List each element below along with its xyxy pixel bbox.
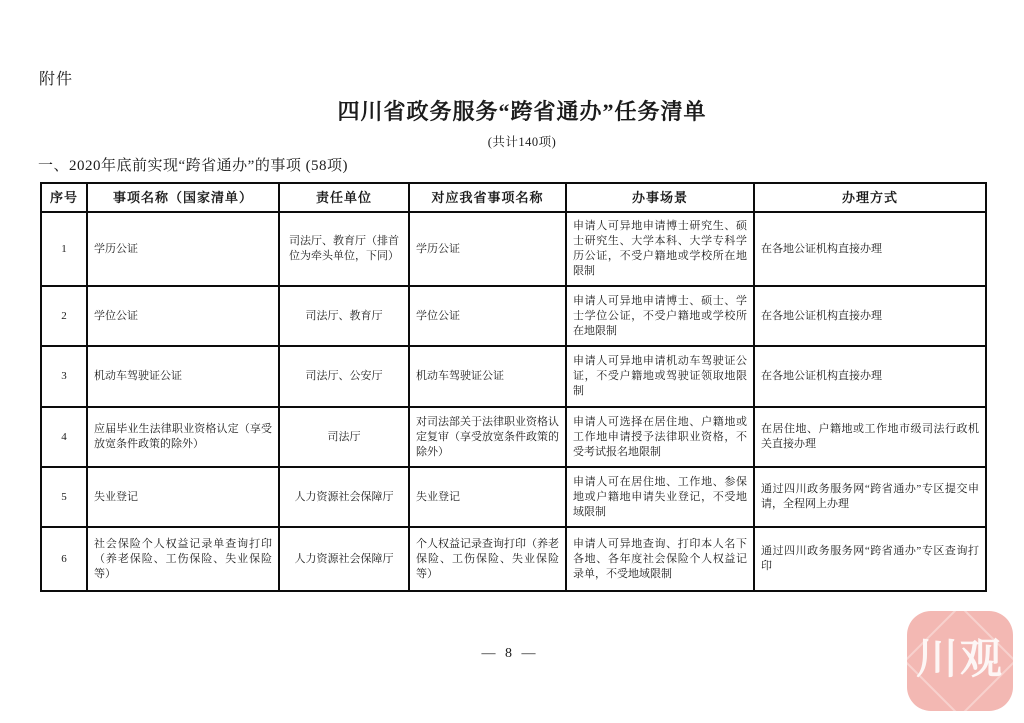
watermark-text: 川观 xyxy=(915,637,1004,683)
header-cell-scenario: 办事场景 xyxy=(566,183,754,212)
cell-scenario: 申请人可异地查询、打印本人名下各地、各年度社会保险个人权益记录单，不受地域限制 xyxy=(566,527,754,591)
cell-responsible-unit: 司法厅 xyxy=(279,407,409,467)
cell-method: 在各地公证机构直接办理 xyxy=(754,346,986,407)
cell-scenario: 申请人可选择在居住地、户籍地或工作地申请授予法律职业资格，不受考试报名地限制 xyxy=(566,407,754,467)
cell-province-item-name: 失业登记 xyxy=(409,467,566,527)
cell-province-item-name: 学历公证 xyxy=(409,212,566,286)
tasks-table xyxy=(40,182,987,592)
cell-province-item-name: 个人权益记录查询打印（养老保险、工伤保险、失业保险等） xyxy=(409,527,566,591)
table-row xyxy=(41,527,986,591)
section-heading: 一、2020年底前实现“跨省通办”的事项 (58项) xyxy=(38,158,349,174)
cell-item-name: 学位公证 xyxy=(87,286,279,346)
chuanguan-logo-watermark xyxy=(907,611,1013,711)
cell-method: 在各地公证机构直接办理 xyxy=(754,286,986,346)
cell-scenario: 申请人可异地申请博士、硕士、学士学位公证，不受户籍地或学校所在地限制 xyxy=(566,286,754,346)
page-subtitle: (共计140项) xyxy=(487,135,557,149)
cell-item-name: 机动车驾驶证公证 xyxy=(87,346,279,407)
cell-index: 4 xyxy=(41,407,87,467)
cell-index: 3 xyxy=(41,346,87,407)
cell-item-name: 失业登记 xyxy=(87,467,279,527)
cell-province-item-name: 学位公证 xyxy=(409,286,566,346)
table-row xyxy=(41,346,986,407)
header-cell-item-name: 事项名称（国家清单） xyxy=(87,183,279,212)
cell-scenario: 申请人可异地申请机动车驾驶证公证，不受户籍地或驾驶证领取地限制 xyxy=(566,346,754,407)
cell-index: 1 xyxy=(41,212,87,286)
cell-scenario: 申请人可在居住地、工作地、参保地或户籍地申请失业登记，不受地域限制 xyxy=(566,467,754,527)
title-block xyxy=(0,95,1024,150)
header-cell-method: 办理方式 xyxy=(754,183,986,212)
cell-province-item-name: 机动车驾驶证公证 xyxy=(409,346,566,407)
cell-province-item-name: 对司法部关于法律职业资格认定复审（享受放宽条件政策的除外） xyxy=(409,407,566,467)
cell-responsible-unit: 司法厅、公安厅 xyxy=(279,346,409,407)
table-row xyxy=(41,407,986,467)
cell-responsible-unit: 司法厅、教育厅（排首位为牵头单位，下同） xyxy=(279,212,409,286)
cell-item-name: 社会保险个人权益记录单查询打印（养老保险、工伤保险、失业保险等） xyxy=(87,527,279,591)
cell-method: 在居住地、户籍地或工作地市级司法行政机关直接办理 xyxy=(754,407,986,467)
cell-responsible-unit: 人力资源社会保障厅 xyxy=(279,527,409,591)
table-row xyxy=(41,286,986,346)
table-header-row xyxy=(41,183,986,212)
cell-index: 5 xyxy=(41,467,87,527)
cell-method: 通过四川政务服务网“跨省通办”专区查询打印 xyxy=(754,527,986,591)
table-row xyxy=(41,467,986,527)
cell-index: 2 xyxy=(41,286,87,346)
cell-responsible-unit: 司法厅、教育厅 xyxy=(279,286,409,346)
attachment-label: 附件 xyxy=(39,71,74,88)
header-cell-responsible-unit: 责任单位 xyxy=(279,183,409,212)
cell-item-name: 应届毕业生法律职业资格认定（享受放宽条件政策的除外） xyxy=(87,407,279,467)
cell-method: 在各地公证机构直接办理 xyxy=(754,212,986,286)
header-cell-index: 序号 xyxy=(41,183,87,212)
table-row xyxy=(41,212,986,286)
page-number: — 8 — xyxy=(481,646,539,661)
cell-method: 通过四川政务服务网“跨省通办”专区提交申请，全程网上办理 xyxy=(754,467,986,527)
page-title: 四川省政务服务“跨省通办”任务清单 xyxy=(337,99,707,124)
cell-item-name: 学历公证 xyxy=(87,212,279,286)
cell-index: 6 xyxy=(41,527,87,591)
cell-responsible-unit: 人力资源社会保障厅 xyxy=(279,467,409,527)
cell-scenario: 申请人可异地申请博士研究生、硕士研究生、大学本科、大学专科学历公证，不受户籍地或学校所在地限制 xyxy=(566,212,754,286)
header-cell-province-item-name: 对应我省事项名称 xyxy=(409,183,566,212)
